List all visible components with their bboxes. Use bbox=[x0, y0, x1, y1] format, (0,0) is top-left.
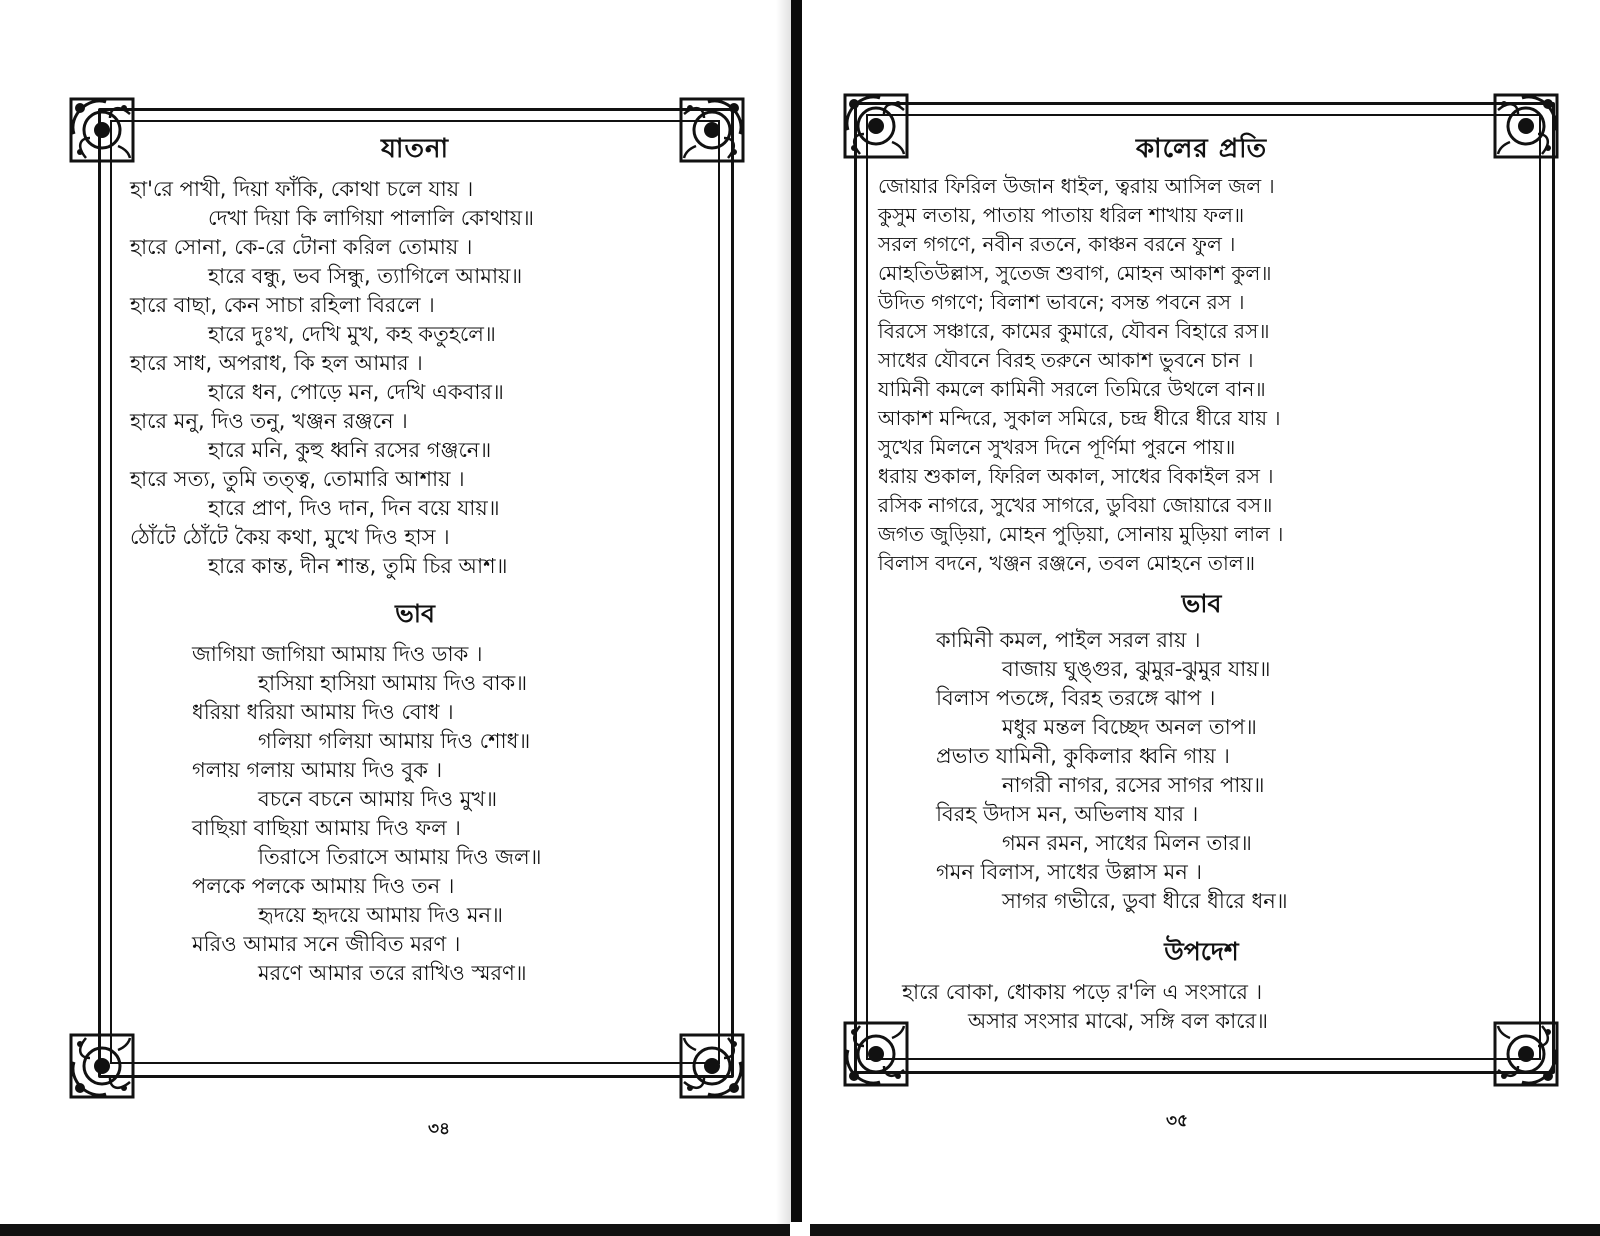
poem-line: গলিয়া গলিয়া আমায় দিও শোধ॥ bbox=[258, 729, 531, 753]
poem-line: গমন বিলাস, সাধের উল্লাস মন । bbox=[936, 860, 1203, 884]
right-section-poem bbox=[936, 626, 1288, 916]
poem-line: সরল গগণে, নবীন রতনে, কাঞ্চন বরনে ফুল । bbox=[878, 232, 1236, 256]
right-page bbox=[802, 0, 1600, 1236]
poem-line: সাধের যৌবনে বিরহ তরুনে আকাশ ভুবনে চান । bbox=[878, 348, 1254, 372]
poem-line: হারে বাছা, কেন সাচা রহিলা বিরলে । bbox=[130, 293, 435, 317]
right-section2-title: উপদেশ bbox=[1164, 937, 1239, 966]
poem-line: হা'রে পাখী, দিয়া ফাঁকি, কোথা চলে যায় । bbox=[130, 177, 474, 201]
poem-line: আকাশ মন্দিরে, সুকাল সমিরে, চন্দ্র ধীরে ধীরে যায় । bbox=[878, 406, 1281, 430]
poem-line: কুসুম লতায়, পাতায় পাতায় ধরিল শাখায় ফল॥ bbox=[878, 203, 1245, 227]
poem-line: বচনে বচনে আমায় দিও মুখ॥ bbox=[258, 787, 498, 811]
poem-line: হারে ধন, পোড়ে মন, দেখি একবার॥ bbox=[208, 380, 504, 404]
poem-line: ঠোঁটে ঠোঁটে কৈয় কথা, মুখে দিও হাস । bbox=[130, 525, 450, 549]
right-page-title: কালের প্রতি bbox=[1135, 134, 1268, 164]
poem-line: যামিনী কমলে কামিনী সরলে তিমিরে উথলে বান॥ bbox=[878, 377, 1266, 401]
poem-line: হারে সোনা, কে-রে টোনা করিল তোমায় । bbox=[130, 235, 473, 259]
right-page-content bbox=[866, 114, 1537, 1056]
poem-line: হৃদয়ে হৃদয়ে আমায় দিও মন॥ bbox=[258, 903, 503, 927]
poem-line: বাজায় ঘুঙ্গুর, ঝুমুর-ঝুমুর যায়॥ bbox=[1002, 657, 1271, 681]
poem-line: জগত জুড়িয়া, মোহন পুড়িয়া, সোনায় মুড়িয়া লাল । bbox=[878, 522, 1284, 546]
poem-line: হারে মনি, কুহু ধ্বনি রসের গঞ্জনে॥ bbox=[208, 438, 492, 462]
poem-line: বিলাস বদনে, খঞ্জন রঞ্জনে, তবল মোহনে তাল॥ bbox=[878, 551, 1256, 575]
poem-line: প্রভাত যামিনী, কুকিলার ধ্বনি গায় । bbox=[936, 744, 1230, 768]
poem-line: বিলাস পতঙ্গে, বিরহ তরঙ্গে ঝাপ । bbox=[936, 686, 1216, 710]
poem-line: জোয়ার ফিরিল উজান ধাইল, ত্বরায় আসিল জল । bbox=[878, 174, 1275, 198]
page-bottom-edge-gap bbox=[790, 1222, 810, 1236]
poem-line: মোহতিউল্লাস, সুতেজ শুবাগ, মোহন আকাশ কুল॥ bbox=[878, 261, 1272, 285]
left-page bbox=[0, 0, 790, 1236]
right-poem bbox=[878, 172, 1283, 578]
left-section-title: ভাব bbox=[395, 599, 435, 628]
poem-line: বিরহ উদাস মন, অভিলাষ যার । bbox=[936, 802, 1199, 826]
left-page-title: যাতনা bbox=[380, 134, 450, 164]
poem-line: হারে সাধ, অপরাধ, কি হল আমার । bbox=[130, 351, 423, 375]
left-page-number: ৩৪ bbox=[428, 1119, 451, 1139]
right-section2-poem bbox=[902, 978, 1268, 1036]
poem-line: গমন রমন, সাধের মিলন তার॥ bbox=[1002, 831, 1252, 855]
poem-line: সুখের মিলনে সুখরস দিনে পূর্ণিমা পুরনে পায়॥ bbox=[878, 435, 1236, 459]
poem-line: রসিক নাগরে, সুখের সাগরে, ডুবিয়া জোয়ারে বস॥ bbox=[878, 493, 1273, 517]
poem-line: বিরসে সঞ্চারে, কামের কুমারে, যৌবন বিহারে রস॥ bbox=[878, 319, 1270, 343]
poem-line: মরিও আমার সনে জীবিত মরণ । bbox=[192, 932, 461, 956]
poem-line: তিরাসে তিরাসে আমায় দিও জল॥ bbox=[258, 845, 542, 869]
poem-line: দেখা দিয়া কি লাগিয়া পালালি কোথায়॥ bbox=[208, 206, 534, 230]
poem-line: মধুর মন্তল বিচ্ছেদ অনল তাপ॥ bbox=[1002, 715, 1257, 739]
poem-line: গলায় গলায় আমায় দিও বুক । bbox=[192, 758, 443, 782]
poem-line: হাসিয়া হাসিয়া আমায় দিও বাক॥ bbox=[258, 671, 528, 695]
poem-line: উদিত গগণে; বিলাশ ভাবনে; বসন্ত পবনে রস । bbox=[878, 290, 1245, 314]
left-page-content bbox=[110, 120, 720, 1060]
right-page-number: ৩৫ bbox=[1166, 1111, 1189, 1131]
book-spine bbox=[791, 0, 802, 1236]
poem-line: হারে মনু, দিও তনু, খঞ্জন রঞ্জনে । bbox=[130, 409, 408, 433]
right-section-title: ভাব bbox=[1181, 589, 1222, 618]
poem-line: জাগিয়া জাগিয়া আমায় দিও ডাক । bbox=[192, 642, 483, 666]
poem-line: বাছিয়া বাছিয়া আমায় দিও ফল । bbox=[192, 816, 461, 840]
poem-line: হারে সত্য, তুমি তত্ত্ব, তোমারি আশায় । bbox=[130, 467, 465, 491]
left-poem bbox=[130, 175, 534, 581]
poem-line: ধরায় শুকাল, ফিরিল অকাল, সাধের বিকাইল রস । bbox=[878, 464, 1274, 488]
poem-line: নাগরী নাগর, রসের সাগর পায়॥ bbox=[1002, 773, 1265, 797]
left-section-poem bbox=[192, 640, 542, 988]
poem-line: অসার সংসার মাঝে, সঙ্গি বল কারে॥ bbox=[968, 1009, 1269, 1033]
poem-line: হারে দুঃখ, দেখি মুখ, কহ কতুহলে॥ bbox=[208, 322, 496, 346]
poem-line: হারে বোকা, ধোকায় পড়ে র'লি এ সংসারে । bbox=[902, 980, 1263, 1004]
poem-line: হারে কান্ত, দীন শান্ত, তুমি চির আশ॥ bbox=[208, 554, 508, 578]
poem-line: সাগর গভীরে, ডুবা ধীরে ধীরে ধন॥ bbox=[1002, 889, 1288, 913]
poem-line: হারে বন্ধু, ভব সিন্ধু, ত্যাগিলে আমায়॥ bbox=[208, 264, 523, 288]
poem-line: কামিনী কমল, পাইল সরল রায় । bbox=[936, 628, 1201, 652]
poem-line: পলকে পলকে আমায় দিও তন । bbox=[192, 874, 455, 898]
poem-line: হারে প্রাণ, দিও দান, দিন বয়ে যায়॥ bbox=[208, 496, 500, 520]
poem-line: মরণে আমার তরে রাখিও স্মরণ॥ bbox=[258, 961, 527, 985]
poem-line: ধরিয়া ধরিয়া আমায় দিও বোধ । bbox=[192, 700, 454, 724]
